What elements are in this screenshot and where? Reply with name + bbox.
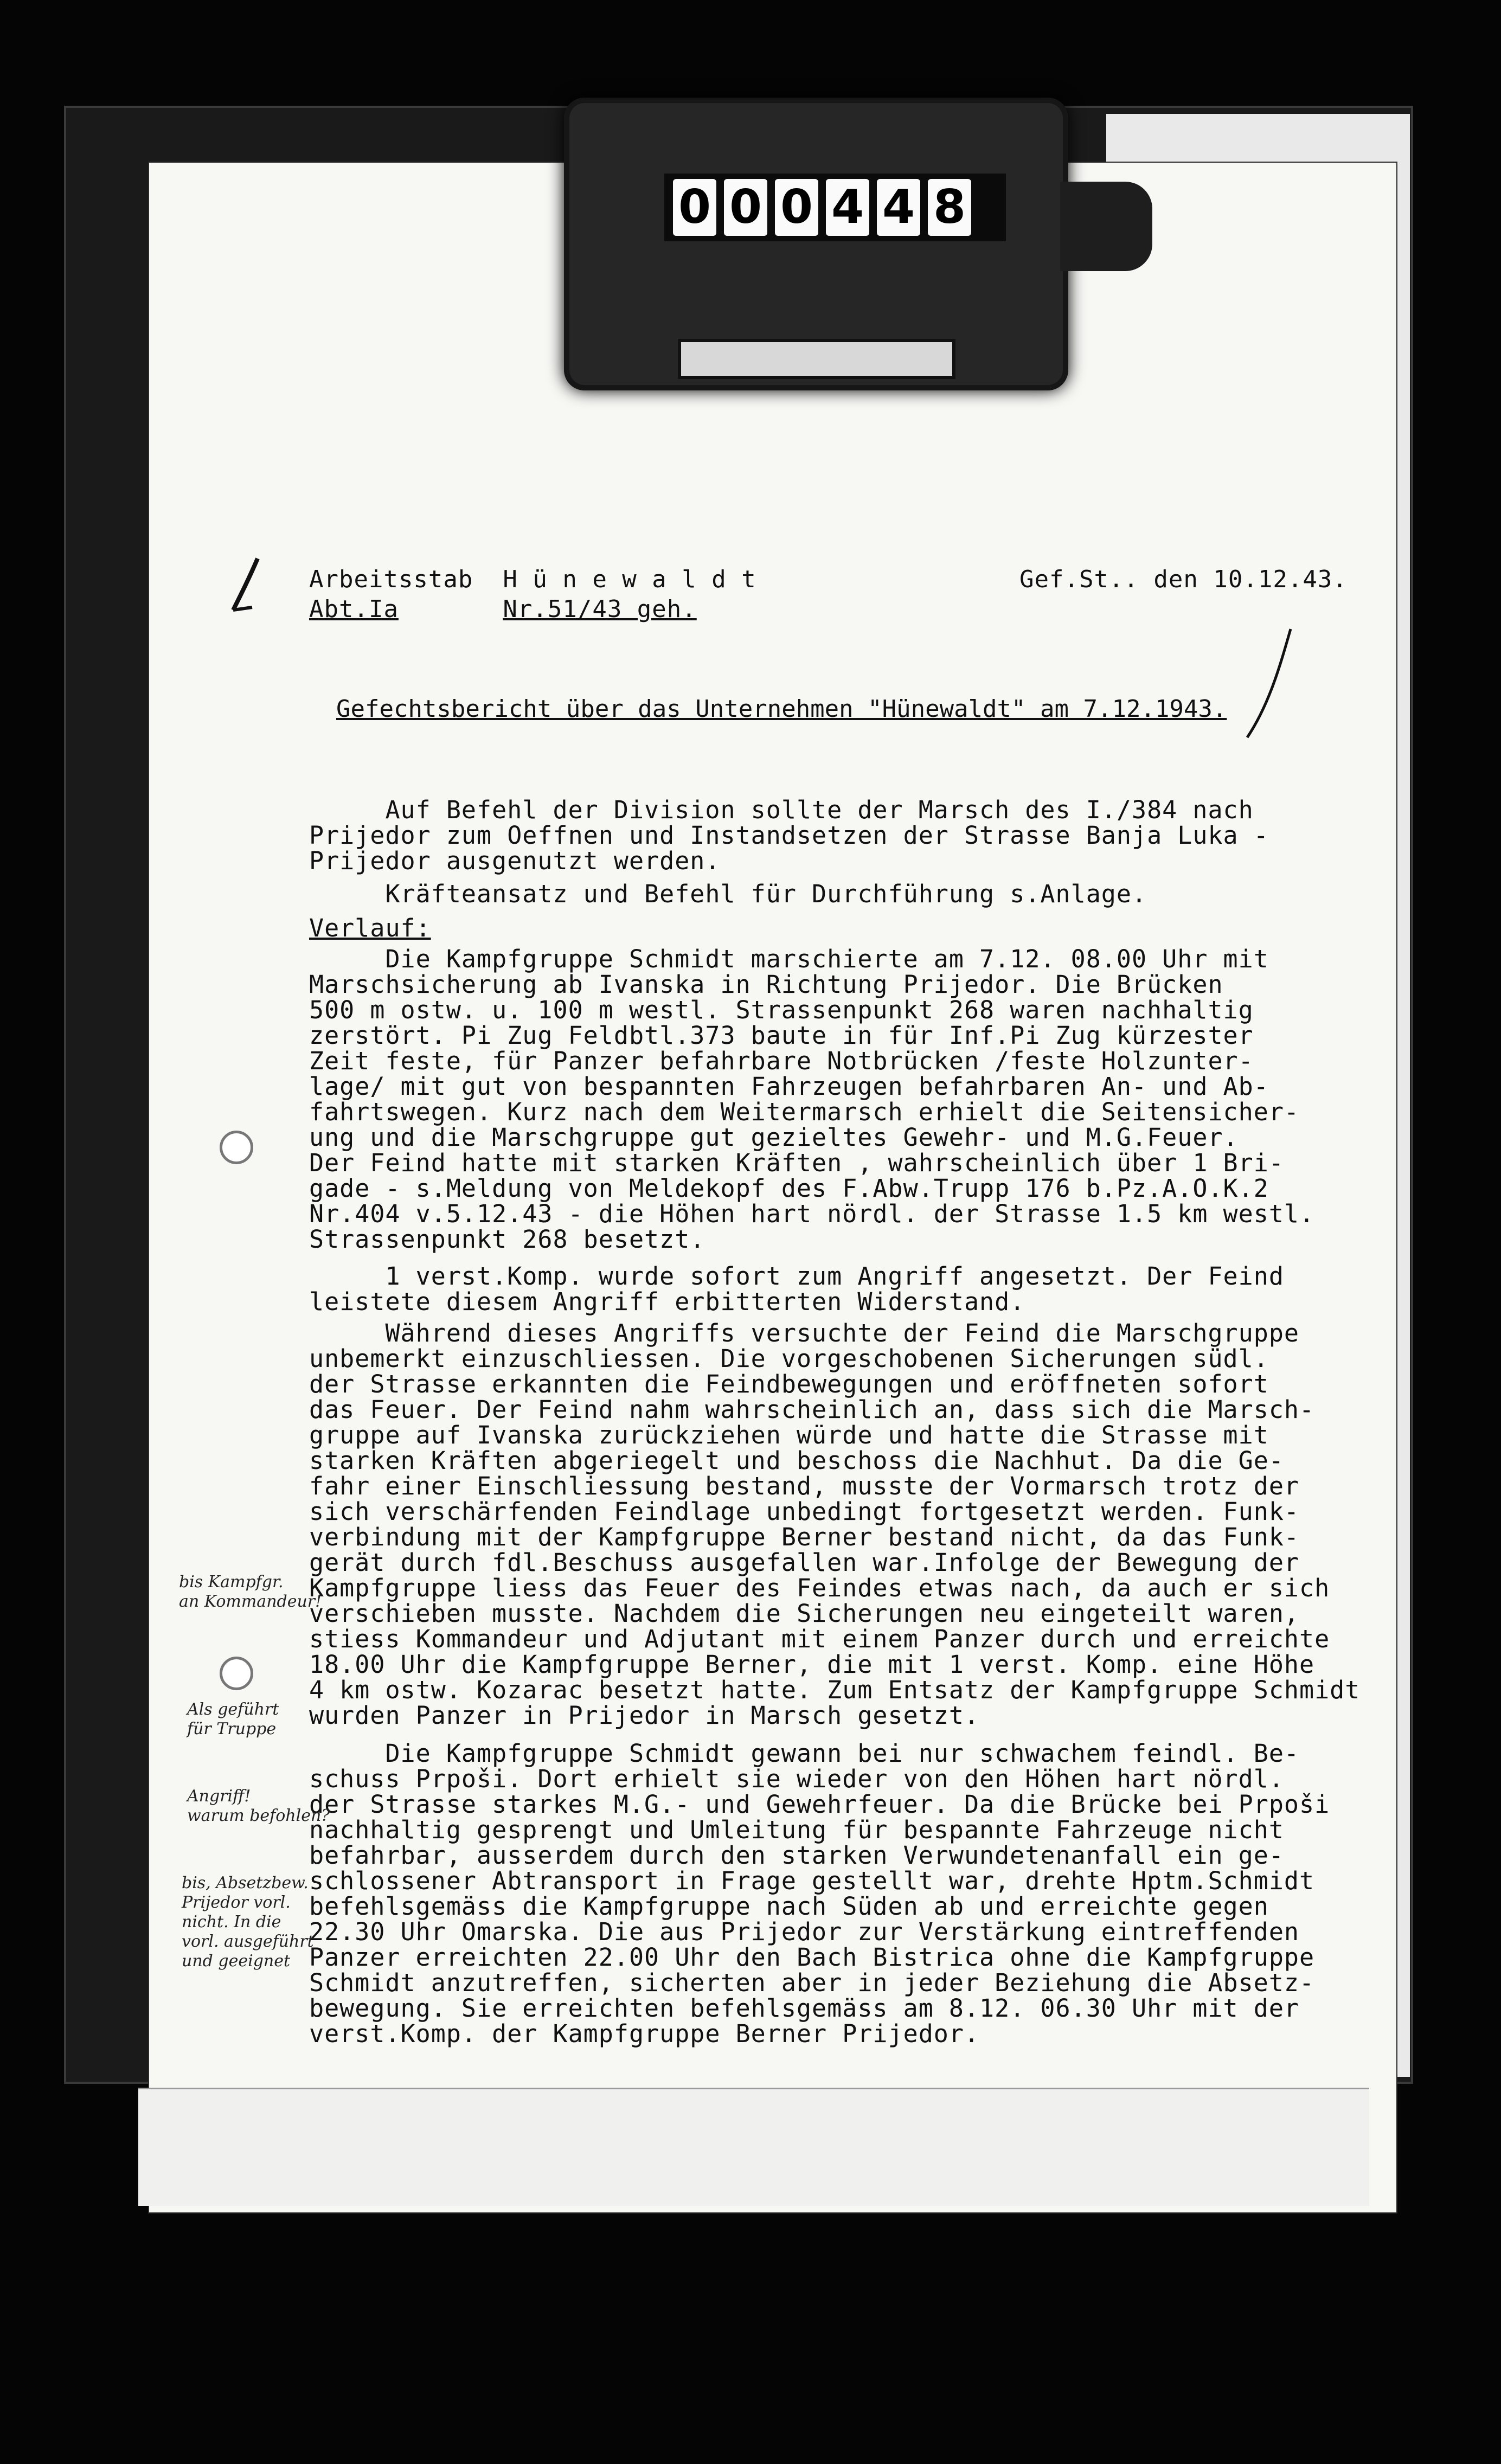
text-line: Strassenpunkt 268 besetzt. [309, 1225, 705, 1254]
header-department [309, 596, 697, 622]
counter-digit: 4 [877, 179, 920, 236]
text-line: ung und die Marschgruppe gut gezieltes Gewehr- und M.G.Feuer. [309, 1123, 1239, 1152]
text-line: sich verschärfenden Feindlage unbedingt fortgesetzt werden. Funk- [309, 1497, 1299, 1526]
forces-line: Kräfteansatz und Befehl für Durchführung s.Anlage. [309, 880, 1147, 908]
text-line: Prijedor zum Oeffnen und Instandsetzen der Strasse Banja Luka - [309, 821, 1269, 850]
paragraph-2 [309, 1263, 1284, 1314]
text-line: Der Feind hatte mit starken Kräften , wahrscheinlich über 1 Bri- [309, 1148, 1284, 1177]
text-line: verst.Komp. der Kampfgruppe Berner Prijedor. [309, 2019, 980, 2048]
text-line: befahrbar, ausserdem durch den starken Verwundetenanfall ein ge- [309, 1841, 1284, 1870]
paragraph-1 [309, 946, 1314, 1252]
document-page-lower-edge [138, 2088, 1369, 2206]
text-line: Panzer erreichten 22.00 Uhr den Bach Bistrica ohne die Kampfgruppe [309, 1943, 1315, 1972]
text-line: Schmidt anzutreffen, sicherten aber in jeder Beziehung die Absetz- [309, 1968, 1315, 1997]
text-line: starken Kräften abgeriegelt und beschoss die Nachhut. Da die Ge- [309, 1446, 1284, 1475]
text-line: Prijedor ausgenutzt werden. [309, 846, 721, 875]
text-line: fahrtswegen. Kurz nach dem Weitermarsch erhielt die Seitensicher- [309, 1098, 1299, 1126]
header-reference-number: Nr.51/43 geh. [503, 595, 697, 623]
text-line: Kampfgruppe liess das Feuer des Feindes etwas nach, da auch er sich [309, 1574, 1330, 1602]
text-line: 4 km ostw. Kozarac besetzt hatte. Zum Entsatz der Kampfgruppe Schmidt [309, 1676, 1361, 1704]
paragraph-4 [309, 1741, 1330, 2046]
text-line: 500 m ostw. u. 100 m westl. Strassenpunkt 268 waren nachhaltig [309, 996, 1254, 1024]
text-line: unbemerkt einzuschliessen. Die vorgeschobenen Sicherungen südl. [309, 1344, 1269, 1373]
paragraph-3 [309, 1320, 1360, 1728]
text-line: Auf Befehl der Division sollte der Marsch des I./384 nach [309, 795, 1254, 824]
text-line: fahr einer Einschliessung bestand, musste der Vormarsch trotz der [309, 1472, 1299, 1500]
text-line: der Strasse erkannten die Feindbewegungen und eröffneten sofort [309, 1370, 1269, 1398]
counter-digit: 0 [724, 179, 767, 236]
text-line: nachhaltig gesprengt und Umleitung für bespannte Fahrzeuge nicht [309, 1815, 1284, 1844]
counter-digit: 4 [826, 179, 869, 236]
text-line: zerstört. Pi Zug Feldbtl.373 baute in für Inf.Pi Zug kürzester [309, 1021, 1254, 1050]
header-place-date: Gef.St.. den 10.12.43. [1019, 566, 1348, 593]
header-department-abt: Abt.Ia [309, 595, 399, 623]
text-line: 18.00 Uhr die Kampfgruppe Berner, die mit 1 verst. Komp. eine Höhe [309, 1650, 1315, 1679]
text-line: gruppe auf Ivanska zurückziehen würde und hatte die Strasse mit [309, 1421, 1269, 1449]
handwritten-slash-mark [228, 556, 271, 615]
counter-digit: 8 [928, 179, 971, 236]
margin-note-2: Als geführt für Truppe [187, 1700, 279, 1738]
text-line: Zeit feste, für Panzer befahrbare Notbrücken /feste Holzunter- [309, 1047, 1254, 1075]
text-line: Während dieses Angriffs versuchte der Feind die Marschgruppe [309, 1319, 1299, 1348]
counter-digit-window [664, 174, 1006, 241]
text-line: 1 verst.Komp. wurde sofort zum Angriff angesetzt. Der Feind [309, 1262, 1284, 1291]
counter-digit: 0 [673, 179, 716, 236]
text-line: stiess Kommandeur und Adjutant mit einem Panzer durch und erreichte [309, 1625, 1330, 1653]
text-line: verschieben musste. Nachdem die Sicherungen neu eingeteilt waren, [309, 1599, 1299, 1628]
header-sender: Arbeitsstab H ü n e w a l d t [309, 566, 756, 593]
film-bottom-strip [0, 2397, 1501, 2464]
text-line: befehlsgemäss die Kampfgruppe nach Süden ab und erreichte gegen [309, 1892, 1269, 1921]
counter-nameplate [678, 339, 955, 379]
text-line: gade - s.Meldung von Meldekopf des F.Abw.Trupp 176 b.Pz.A.O.K.2 [309, 1174, 1269, 1203]
text-line: Marschsicherung ab Ivanska in Richtung Prijedor. Die Brücken [309, 970, 1223, 999]
text-line: das Feuer. Der Feind nahm wahrscheinlich an, dass sich die Marsch- [309, 1395, 1315, 1424]
text-line: der Strasse starkes M.G.- und Gewehrfeuer. Da die Brücke bei Prpoši [309, 1790, 1330, 1819]
handwritten-signature-stroke [1226, 624, 1307, 743]
text-line: schlossener Abtransport in Frage gestellt war, drehte Hptm.Schmidt [309, 1866, 1315, 1895]
text-line: gerät durch fdl.Beschuss ausgefallen war.Infolge der Bewegung der [309, 1548, 1299, 1577]
counter-knob [1060, 182, 1152, 271]
punch-hole [220, 1657, 253, 1690]
intro-paragraph [309, 797, 1269, 874]
margin-note-1: bis Kampfgr. an Kommandeur! [179, 1573, 322, 1611]
text-line: 22.30 Uhr Omarska. Die aus Prijedor zur Verstärkung eintreffenden [309, 1917, 1299, 1946]
margin-note-4: bis, Absetzbew. Prijedor vorl. nicht. In die vorl. ausgeführt und geeignet [182, 1873, 314, 1971]
text-line: Nr.404 v.5.12.43 - die Höhen hart nördl. der Strasse 1.5 km westl. [309, 1199, 1315, 1228]
counter-digit: 0 [775, 179, 818, 236]
text-line: verbindung mit der Kampfgruppe Berner bestand nicht, da das Funk- [309, 1523, 1299, 1551]
text-line: schuss Prpoši. Dort erhielt sie wieder von den Höhen hart nördl. [309, 1764, 1284, 1793]
text-line: wurden Panzer in Prijedor in Marsch gesetzt. [309, 1701, 980, 1730]
punch-hole [220, 1131, 253, 1164]
margin-note-3: Angriff! warum befohlen? [187, 1787, 330, 1825]
text-line: Die Kampfgruppe Schmidt gewann bei nur schwachem feindl. Be- [309, 1739, 1299, 1768]
report-title: Gefechtsbericht über das Unternehmen "Hünewaldt" am 7.12.1943. [336, 695, 1227, 723]
text-line: Die Kampfgruppe Schmidt marschierte am 7.12. 08.00 Uhr mit [309, 945, 1269, 973]
text-line: leistete diesem Angriff erbitterten Widerstand. [309, 1287, 1025, 1316]
text-line: lage/ mit gut von bespannten Fahrzeugen befahrbaren An- und Ab- [309, 1072, 1269, 1101]
verlauf-heading: Verlauf: [309, 914, 431, 942]
text-line: bewegung. Sie erreichten befehlsgemäss am 8.12. 06.30 Uhr mit der [309, 1994, 1299, 2023]
frame-counter [564, 98, 1068, 390]
